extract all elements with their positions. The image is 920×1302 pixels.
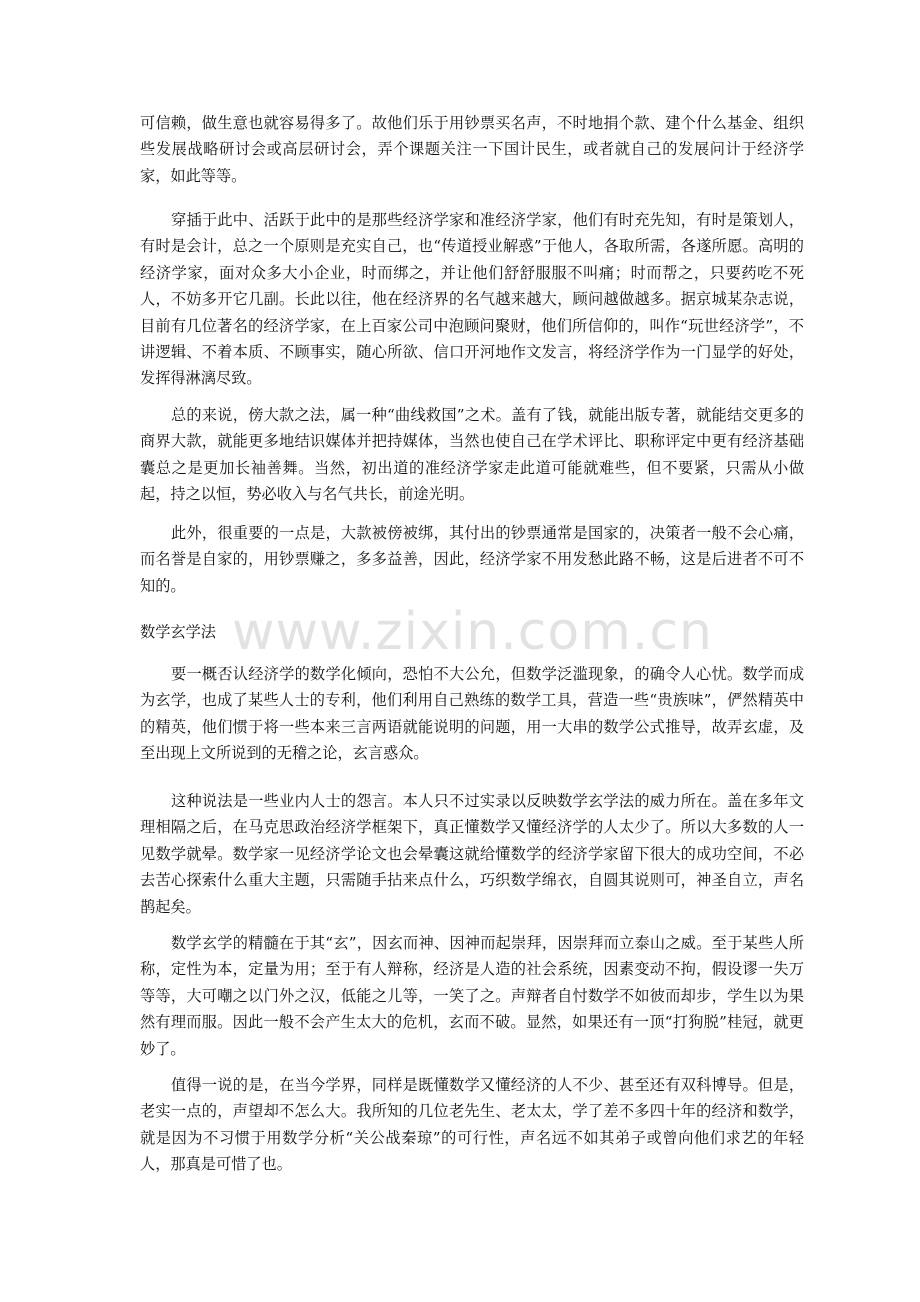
section-heading: 数学玄学法	[140, 623, 216, 641]
paragraph-1: 可信赖，做生意也就容易得多了。故他们乐于用钞票买名声，不时地捐个款、建个什么基金、组织些发展战略研讨会或高层研讨会，弄个课题关注一下国计民生，或者就自己的发展问计于经济学家，如此等等。	[140, 114, 804, 185]
paragraph-2: 穿插于此中、活跃于此中的是那些经济学家和准经济学家，他们有时充先知，有时是策划人，有时是会计，总之一个原则是充实自己，也“传道授业解惑”于他人，各取所需，各遂所愿。高明的经济学家，面对众多大小企业，时而绑之，并让他们舒舒服服不叫痛；时而帮之，只要药吃不死人，不妨多开它几副。长此以往，他在经济界的名气越来越大，顾问越做越多。据京城某杂志说，目前有几位著名的经济学家，在上百家公司中泡顾问聚财，他们所信仰的，叫作“玩世经济学”，不讲逻辑、不着本质、不顾事实，随心所欲、信口开河地作文发言，将经济学作为一门显学的好处，发挥得淋漓尽致。	[140, 211, 804, 388]
paragraph-3: 总的来说，傍大款之法，属一种“曲线救国”之术。盖有了钱，就能出版专著，就能结交更多的商界大款，就能更多地结识媒体并把持媒体，当然也使自己在学术评比、职称评定中更有经济基础囊总之是更加长袖善舞。当然，初出道的准经济学家走此道可能就难些，但不要紧，只需从小做起，持之以恒，势必收入与名气共长，前途光明。	[140, 406, 804, 504]
paragraph-7: 数学玄学的精髓在于其“玄”，因玄而神、因神而起崇拜，因崇拜而立泰山之威。至于某些人所称，定性为本，定量为用；至于有人辩称，经济是人造的社会系统，因素变动不拘，假设谬一失万等等，大可嘲之以门外之汉，低能之儿等，一笑了之。声辩者自忖数学不如彼而却步，学生以为果然有理而服。因此一般不会产生太大的危机，玄而不破。显然，如果还有一顶“打狗脱”桂冠，就更妙了。	[140, 934, 804, 1058]
paragraph-6: 这种说法是一些业内人士的怨言。本人只不过实录以反映数学玄学法的威力所在。盖在多年文理相隔之后，在马克思政治经济学框架下，真正懂数学又懂经济学的人太少了。所以大多数的人一见数学就晕。数学家一见经济学论文也会晕囊这就给懂数学的经济学家留下很大的成功空间，不必去苦心探索什么重大主题，只需随手拈来点什么，巧织数学绵衣，自圆其说则可，神圣自立，声名鹊起矣。	[140, 792, 804, 916]
paragraph-8: 值得一说的是，在当今学界，同样是既懂数学又懂经济的人不少、甚至还有双科博导。但是，老实一点的，声望却不怎么大。我所知的几位老先生、老太太，学了差不多四十年的经济和数学，就是因为不习惯于用数学分析“关公战秦琼”的可行性，声名远不如其弟子或曾向他们求艺的年轻人，那真是可惜了也。	[140, 1076, 804, 1174]
paragraph-4: 此外，很重要的一点是，大款被傍被绑，其付出的钞票通常是国家的，决策者一般不会心痛，而名誉是自家的，用钞票赚之，多多益善，因此，经济学家不用发愁此路不畅，这是后进者不可不知的。	[140, 524, 804, 595]
paragraph-5: 要一概否认经济学的数学化倾向，恐怕不大公允，但数学泛滥现象，的确令人心忧。数学而成为玄学，也成了某些人士的专利，他们利用自己熟练的数学工具，营造一些“贵族味”，俨然精英中的精英，他们惯于将一些本来三言两语就能说明的问题，用一大串的数学公式推导，故弄玄虚，及至出现上文所说到的无稽之论，玄言惑众。	[140, 665, 804, 763]
watermark: www.zixin.com.cn	[232, 602, 713, 662]
